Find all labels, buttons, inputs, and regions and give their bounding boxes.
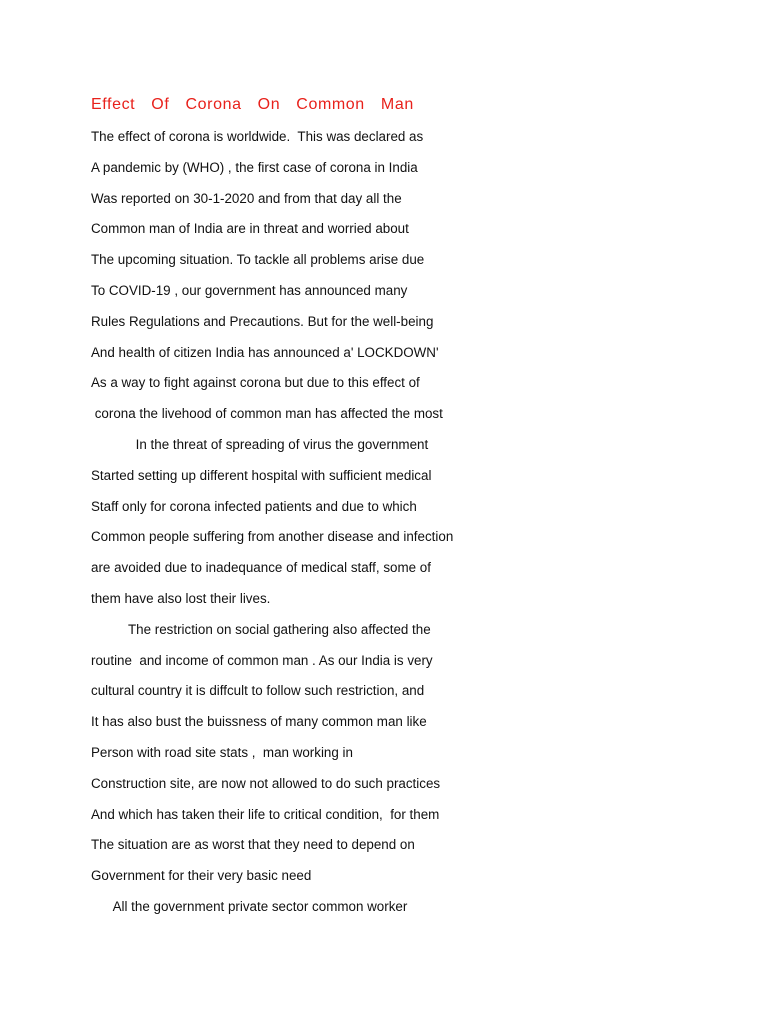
body-line: Started setting up different hospital with sufficient medical xyxy=(91,467,432,483)
body-line: As a way to fight against corona but due to this effect of xyxy=(91,375,420,391)
body-line: Common people suffering from another disease and infection xyxy=(91,529,454,545)
document-title: Effect Of Corona On Common Man xyxy=(91,96,414,113)
body-line: The upcoming situation. To tackle all problems arise due xyxy=(91,252,425,268)
body-line: All the government private sector common worker xyxy=(91,899,408,914)
body-line: A pandemic by (WHO) , the first case of corona in India xyxy=(91,159,418,175)
body-line: routine and income of common man . As our India is very xyxy=(91,652,433,668)
body-line: Was reported on 30-1-2020 and from that day all the xyxy=(91,190,402,206)
body-line: Person with road site stats , man working in xyxy=(91,745,353,760)
body-line: them have also lost their lives. xyxy=(91,591,271,606)
body-line: cultural country it is diffcult to follow such restriction, and xyxy=(91,683,425,699)
body-line: The situation are as worst that they need to depend on xyxy=(91,837,415,853)
body-line: And health of citizen India has announced a' LOCKDOWN' xyxy=(91,344,439,360)
body-line: corona the livehood of common man has affected the most xyxy=(91,406,443,422)
body-line: are avoided due to inadequance of medical staff, some of xyxy=(91,560,431,576)
body-line: In the threat of spreading of virus the government xyxy=(91,437,429,452)
body-line: To COVID-19 , our government has announced many xyxy=(91,283,408,298)
body-line: The effect of corona is worldwide. This was declared as xyxy=(91,129,424,144)
body-line: Construction site, are now not allowed to do such practices xyxy=(91,775,441,791)
body-line: Common man of India are in threat and worried about xyxy=(91,221,409,237)
body-line: Staff only for corona infected patients and due to which xyxy=(91,498,417,514)
body-line: Government for their very basic need xyxy=(91,868,312,884)
body-line: It has also bust the buissness of many common man like xyxy=(91,714,427,730)
body-line: And which has taken their life to critical condition, for them xyxy=(91,806,440,822)
body-line: The restriction on social gathering also affected the xyxy=(91,621,431,637)
body-line: Rules Regulations and Precautions. But for the well-being xyxy=(91,313,434,329)
